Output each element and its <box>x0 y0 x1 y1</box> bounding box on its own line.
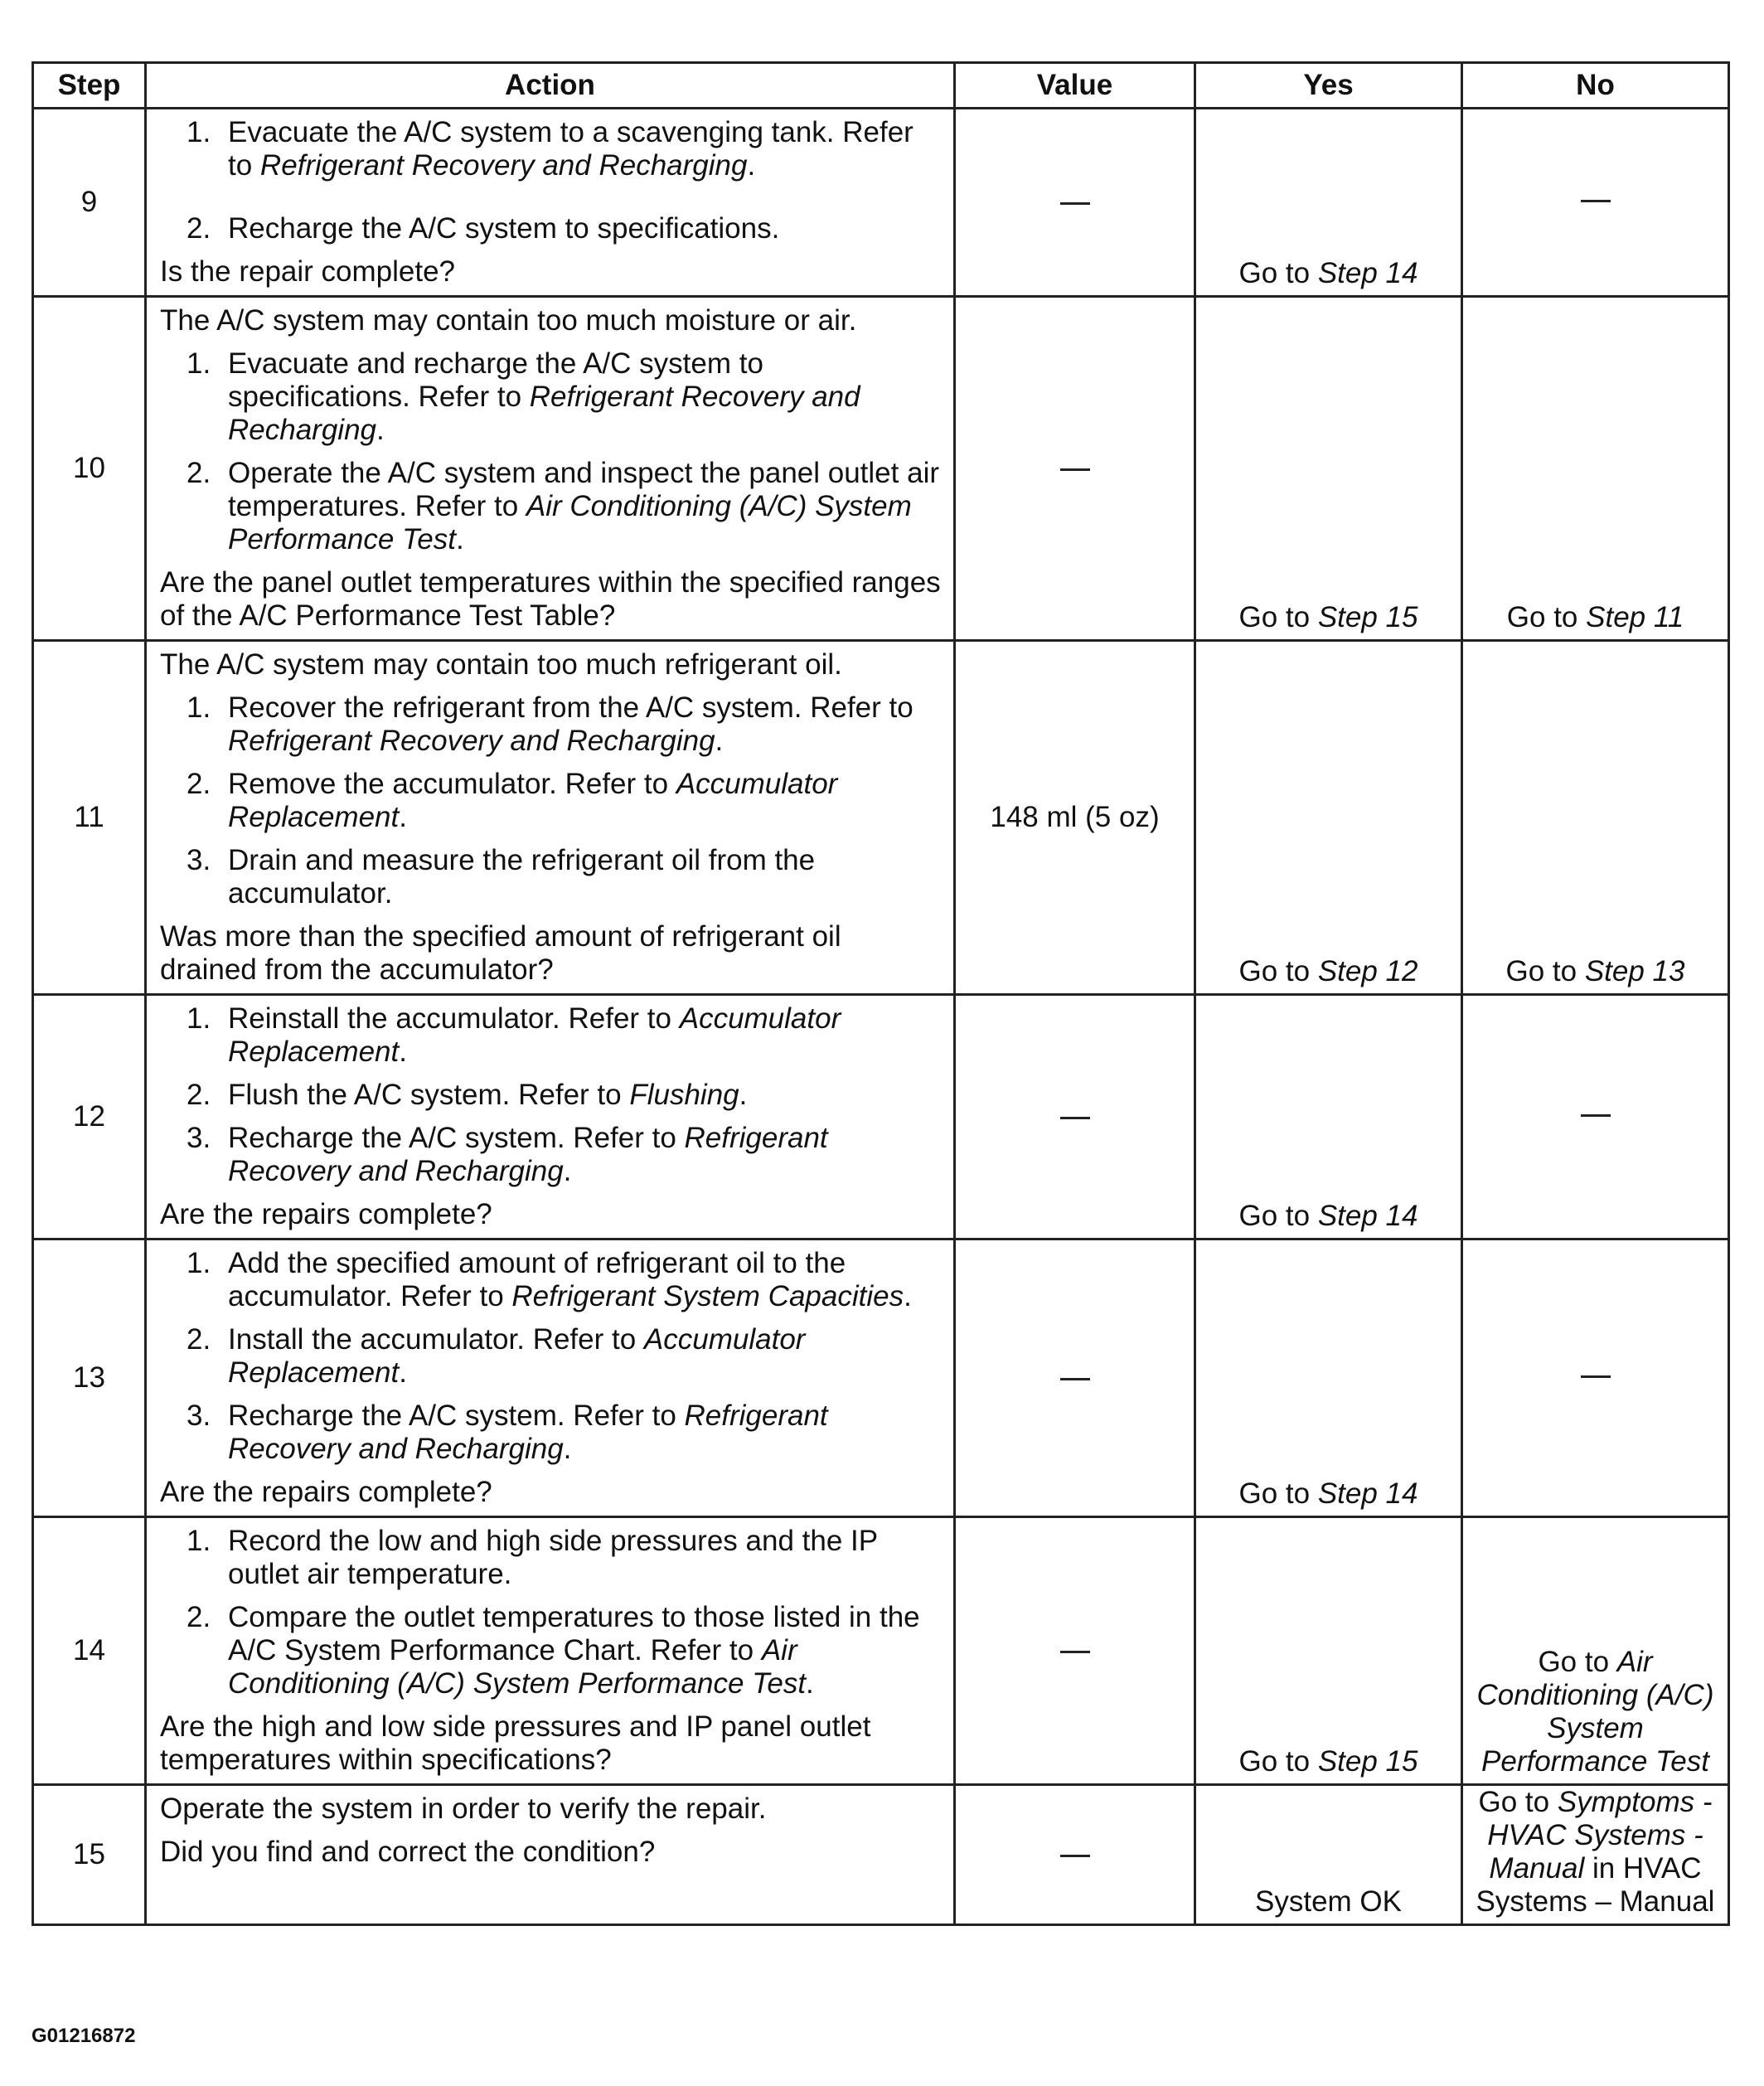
value-cell <box>955 995 1195 1239</box>
action-step-item: 1. Evacuate and recharge the A/C system to specifications. Refer to Refrigerant Recovery and Recharging. <box>187 347 860 446</box>
yes-cell: Go to Step 14 <box>1195 109 1462 297</box>
cross-reference: Refrigerant Recovery and Recharging <box>228 381 860 446</box>
yes-cell: Go to Step 12 <box>1195 641 1462 995</box>
action-step-item: 1. Evacuate the A/C system to a scavenging tank. Refer to Refrigerant Recovery and Recharging. <box>187 116 914 182</box>
action-step-item: 1. Recover the refrigerant from the A/C system. Refer to Refrigerant Recovery and Recharging. <box>187 691 914 757</box>
header-row <box>33 63 1729 109</box>
no-cell: Go to Air Conditioning (A/C) System Performance Test <box>1462 1517 1729 1785</box>
step-number: 9 <box>33 109 146 297</box>
action-question: Are the repairs complete? <box>160 1476 492 1508</box>
header-no: No <box>1462 63 1729 109</box>
yes-cell: Go to Step 15 <box>1195 297 1462 641</box>
no-cell <box>1462 995 1729 1239</box>
yes-cell: System OK <box>1195 1785 1462 1925</box>
no-dash <box>1581 1375 1611 1378</box>
value-dash <box>1060 1855 1090 1857</box>
figure-id: G01216872 <box>32 2025 136 2047</box>
cross-reference: Refrigerant Recovery and Recharging <box>259 149 748 182</box>
cross-reference: Step 15 <box>1317 1745 1418 1778</box>
action-steps <box>160 1525 943 1700</box>
action-step-number: 1. <box>187 1525 211 1557</box>
step-number: 15 <box>33 1785 146 1925</box>
action-question: Did you find and correct the condition? <box>160 1836 656 1868</box>
action-step-number: 2. <box>187 1601 211 1633</box>
step-number: 12 <box>33 995 146 1239</box>
action-step-item: 2. Install the accumulator. Refer to Accumulator Replacement. <box>187 1323 806 1389</box>
yes-cell: Go to Step 15 <box>1195 1517 1462 1785</box>
action-step-number: 2. <box>187 1079 211 1111</box>
no-dash <box>1581 1114 1611 1117</box>
step-number: 10 <box>33 297 146 641</box>
no-cell <box>1462 109 1729 297</box>
action-step-item: 1. Add the specified amount of refrigerant oil to the accumulator. Refer to Refrigerant System Capacities. <box>187 1247 912 1312</box>
cross-reference: Step 14 <box>1317 1477 1418 1510</box>
action-cell <box>146 1239 955 1517</box>
cross-reference: Accumulator Replacement <box>228 768 838 833</box>
cross-reference: Accumulator Replacement <box>228 1323 806 1389</box>
action-step-item: 2. Flush the A/C system. Refer to Flushing. <box>187 1079 748 1111</box>
action-step-item: 2. Compare the outlet temperatures to those listed in the A/C System Performance Chart. Refer to Air Conditioning (A/C) System Performance Test. <box>187 1601 920 1700</box>
value-dash <box>1060 1651 1090 1653</box>
action-step-number: 3. <box>187 1122 211 1154</box>
no-cell: Go to Step 13 <box>1462 641 1729 995</box>
value-cell <box>955 109 1195 297</box>
action-step-number: 2. <box>187 1323 211 1356</box>
action-cell <box>146 1785 955 1925</box>
no-dash <box>1581 200 1611 202</box>
action-step-item: 2. Recharge the A/C system to specifications. <box>187 212 780 245</box>
step-number: 13 <box>33 1239 146 1517</box>
cross-reference: Step 12 <box>1317 955 1418 987</box>
value-cell <box>955 297 1195 641</box>
table-row <box>33 109 1729 297</box>
action-step-number: 1. <box>187 347 211 380</box>
action-step-item: 2. Remove the accumulator. Refer to Accumulator Replacement. <box>187 768 838 833</box>
action-step-item: 3. Recharge the A/C system. Refer to Refrigerant Recovery and Recharging. <box>187 1400 828 1465</box>
action-step-number: 2. <box>187 457 211 489</box>
action-cell <box>146 1517 955 1785</box>
step-number: 11 <box>33 641 146 995</box>
action-steps <box>160 116 943 245</box>
yes-cell: Go to Step 14 <box>1195 995 1462 1239</box>
action-step-item: 1. Reinstall the accumulator. Refer to Accumulator Replacement. <box>187 1002 841 1068</box>
action-step-number: 2. <box>187 768 211 800</box>
cross-reference: Step 11 <box>1586 601 1684 633</box>
cross-reference: Refrigerant Recovery and Recharging <box>228 1400 828 1465</box>
cross-reference: Step 14 <box>1317 257 1418 289</box>
no-cell <box>1462 1239 1729 1517</box>
cross-reference: Air Conditioning (A/C) System Performance Test <box>228 1634 807 1700</box>
cross-reference: Air Conditioning (A/C) System Performance Test <box>1476 1646 1714 1778</box>
diagnostic-table <box>32 61 1730 1926</box>
table-body <box>33 109 1729 1925</box>
action-step-item: 1. Record the low and high side pressures and the IP outlet air temperature. <box>187 1525 878 1590</box>
value-cell: 148 ml (5 oz) <box>955 641 1195 995</box>
header-step: Step <box>33 63 146 109</box>
table-row <box>33 641 1729 995</box>
value-cell <box>955 1239 1195 1517</box>
action-intro: Operate the system in order to verify the repair. <box>160 1793 767 1825</box>
action-step-number: 2. <box>187 212 211 245</box>
yes-cell: Go to Step 14 <box>1195 1239 1462 1517</box>
table-row <box>33 995 1729 1239</box>
table-row <box>33 1517 1729 1785</box>
cross-reference: Refrigerant Recovery and Recharging <box>228 1122 828 1187</box>
cross-reference: Symptoms - HVAC Systems - Manual <box>1487 1786 1713 1885</box>
cross-reference: Refrigerant Recovery and Recharging <box>228 725 715 757</box>
cross-reference: Step 13 <box>1584 955 1685 987</box>
value-dash <box>1060 468 1090 471</box>
action-step-number: 1. <box>187 1247 211 1279</box>
header-action: Action <box>146 63 955 109</box>
value-dash <box>1060 202 1090 205</box>
cross-reference: Refrigerant System Capacities <box>511 1280 904 1312</box>
action-step-number: 1. <box>187 1002 211 1035</box>
action-question: Are the repairs complete? <box>160 1198 492 1230</box>
action-cell <box>146 995 955 1239</box>
action-question: Is the repair complete? <box>160 255 456 288</box>
action-steps <box>160 691 943 910</box>
action-intro: The A/C system may contain too much refrigerant oil. <box>160 648 842 681</box>
action-question: Was more than the specified amount of refrigerant oil drained from the accumulator? <box>160 920 841 986</box>
action-step-item: 3. Drain and measure the refrigerant oil from the accumulator. <box>187 844 816 910</box>
action-step-number: 3. <box>187 844 211 876</box>
header-yes: Yes <box>1195 63 1462 109</box>
header-value: Value <box>955 63 1195 109</box>
action-steps <box>160 1247 943 1466</box>
value-cell <box>955 1517 1195 1785</box>
table-row <box>33 1785 1729 1925</box>
no-cell: Go to Symptoms - HVAC Systems - Manual in HVAC Systems – Manual <box>1462 1785 1729 1925</box>
action-step-item: 2. Operate the A/C system and inspect the panel outlet air temperatures. Refer to Air Conditioning (A/C) System Performance Test. <box>187 457 939 555</box>
action-intro: The A/C system may contain too much moisture or air. <box>160 304 857 337</box>
action-steps <box>160 1002 943 1188</box>
diagnostic-table-container <box>32 61 1728 1926</box>
cross-reference: Air Conditioning (A/C) System Performance Test <box>228 490 912 555</box>
table-row <box>33 297 1729 641</box>
action-cell <box>146 641 955 995</box>
value-dash <box>1060 1117 1090 1119</box>
action-step-number: 1. <box>187 691 211 724</box>
cross-reference: Step 14 <box>1317 1200 1418 1232</box>
action-cell <box>146 109 955 297</box>
action-step-item: 3. Recharge the A/C system. Refer to Refrigerant Recovery and Recharging. <box>187 1122 828 1187</box>
step-number: 14 <box>33 1517 146 1785</box>
cross-reference: Flushing <box>629 1079 739 1111</box>
action-cell <box>146 297 955 641</box>
value-dash <box>1060 1378 1090 1380</box>
action-question: Are the high and low side pressures and IP panel outlet temperatures within specifications? <box>160 1710 871 1776</box>
action-step-number: 1. <box>187 116 211 148</box>
cross-reference: Accumulator Replacement <box>228 1002 841 1068</box>
value-cell <box>955 1785 1195 1925</box>
action-question: Are the panel outlet temperatures within the specified ranges of the A/C Performance Test Table? <box>160 566 941 632</box>
no-cell: Go to Step 11 <box>1462 297 1729 641</box>
table-row <box>33 1239 1729 1517</box>
cross-reference: Step 15 <box>1317 601 1418 633</box>
action-steps <box>160 347 943 556</box>
action-step-number: 3. <box>187 1400 211 1432</box>
